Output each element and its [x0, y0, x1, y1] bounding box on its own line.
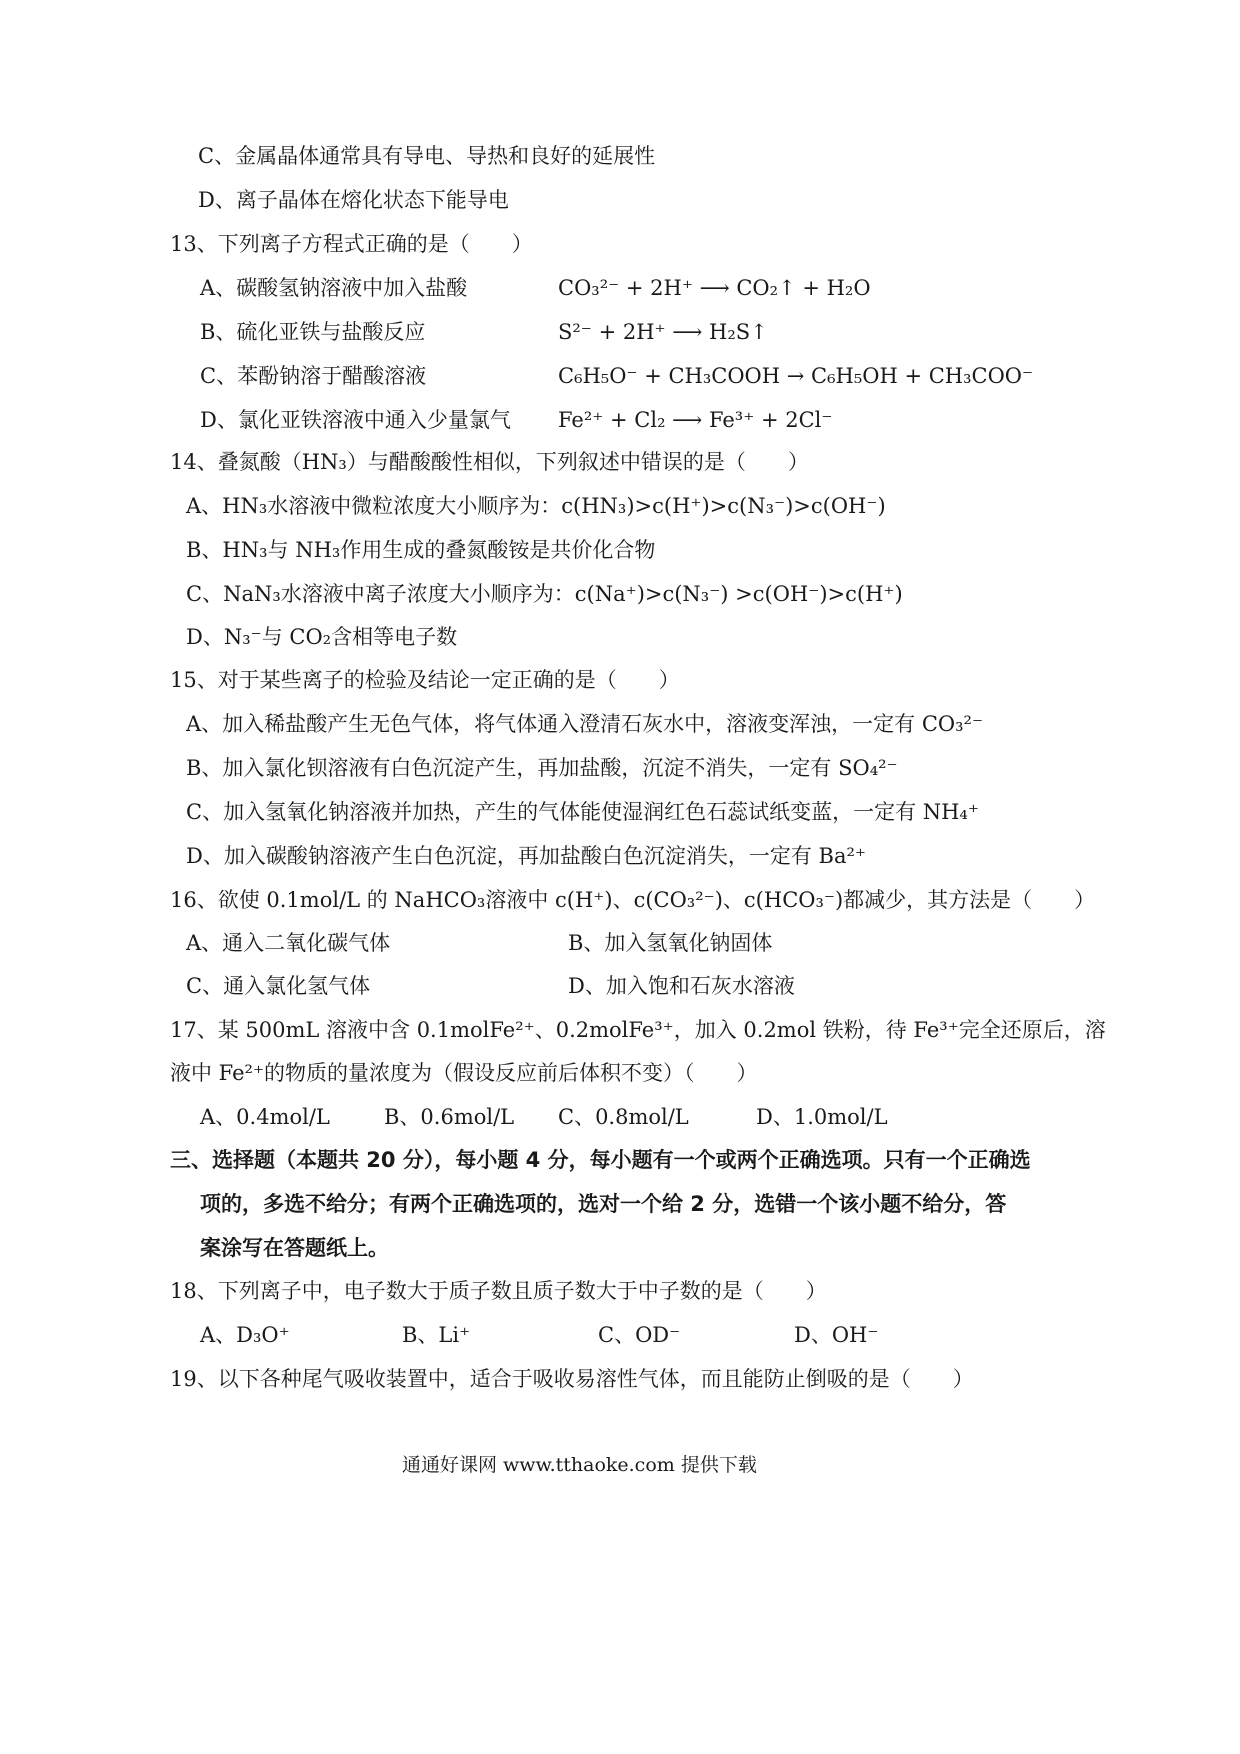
q13-option-a: A、碳酸氢钠溶液中加入盐酸	[200, 276, 468, 300]
page-footer: 通通好课网 www.tthaoke.com 提供下载	[402, 1454, 757, 1476]
q14-stem: 14、叠氮酸（HN₃）与醋酸酸性相似，下列叙述中错误的是（ ）	[170, 450, 809, 474]
q14-option-b: B、HN₃与 NH₃作用生成的叠氮酸铵是共价化合物	[186, 538, 656, 562]
q18-option-a: A、D₃O⁺	[200, 1323, 290, 1347]
section3-heading-line2: 项的，多选不给分；有两个正确选项的，选对一个给 2 分，选错一个该小题不给分，答	[200, 1192, 1007, 1216]
q13-option-b: B、硫化亚铁与盐酸反应	[200, 320, 426, 344]
q13-equation-b: S²⁻ + 2H⁺ ⟶ H₂S↑	[558, 320, 768, 344]
q15-option-a: A、加入稀盐酸产生无色气体，将气体通入澄清石灰水中，溶液变浑浊，一定有 CO₃²⁻	[186, 712, 984, 736]
q13-stem: 13、下列离子方程式正确的是（ ）	[170, 232, 533, 256]
q13-option-d: D、氯化亚铁溶液中通入少量氯气	[200, 408, 511, 432]
q14-option-c: C、NaN₃水溶液中离子浓度大小顺序为：c(Na⁺)>c(N₃⁻) >c(OH⁻)>c(H⁺)	[186, 582, 903, 606]
q17-option-a: A、0.4mol/L	[200, 1105, 330, 1129]
q18-option-c: C、OD⁻	[598, 1323, 681, 1347]
q15-option-b: B、加入氯化钡溶液有白色沉淀产生，再加盐酸，沉淀不消失，一定有 SO₄²⁻	[186, 756, 898, 780]
q13-equation-c: C₆H₅O⁻ + CH₃COOH → C₆H₅OH + CH₃COO⁻	[558, 364, 1034, 388]
q16-option-c: C、通入氯化氢气体	[186, 974, 371, 998]
q17-option-b: B、0.6mol/L	[384, 1105, 515, 1129]
q18-option-d: D、OH⁻	[794, 1323, 879, 1347]
q15-option-d: D、加入碳酸钠溶液产生白色沉淀，再加盐酸白色沉淀消失，一定有 Ba²⁺	[186, 844, 866, 868]
q15-option-c: C、加入氢氧化钠溶液并加热，产生的气体能使湿润红色石蕊试纸变蓝，一定有 NH₄⁺	[186, 800, 979, 824]
q13-option-c: C、苯酚钠溶于醋酸溶液	[200, 364, 427, 388]
q16-option-b: B、加入氢氧化钠固体	[568, 931, 773, 955]
q16-stem: 16、欲使 0.1mol/L 的 NaHCO₃溶液中 c(H⁺)、c(CO₃²⁻)、c(HCO₃⁻)都减少，其方法是（ ）	[170, 888, 1096, 912]
q13-equation-a: CO₃²⁻ + 2H⁺ ⟶ CO₂↑ + H₂O	[558, 276, 871, 300]
section3-heading-line1: 三、选择题（本题共 20 分），每小题 4 分，每小题有一个或两个正确选项。只有一个正确选	[170, 1148, 1031, 1172]
q14-option-a: A、HN₃水溶液中微粒浓度大小顺序为：c(HN₃)>c(H⁺)>c(N₃⁻)>c(OH⁻)	[186, 494, 886, 518]
q15-stem: 15、对于某些离子的检验及结论一定正确的是（ ）	[170, 668, 680, 692]
q16-option-d: D、加入饱和石灰水溶液	[568, 974, 795, 998]
q19-stem: 19、以下各种尾气吸收装置中，适合于吸收易溶性气体，而且能防止倒吸的是（ ）	[170, 1367, 974, 1391]
q18-option-b: B、Li⁺	[402, 1323, 471, 1347]
q17-option-c: C、0.8mol/L	[558, 1105, 689, 1129]
q13-equation-d: Fe²⁺ + Cl₂ ⟶ Fe³⁺ + 2Cl⁻	[558, 408, 833, 432]
q17-stem-line2: 液中 Fe²⁺的物质的量浓度为（假设反应前后体积不变）（ ）	[170, 1061, 758, 1085]
q17-option-d: D、1.0mol/L	[756, 1105, 888, 1129]
q12-option-d: D、离子晶体在熔化状态下能导电	[198, 188, 509, 212]
q16-option-a: A、通入二氧化碳气体	[186, 931, 391, 955]
q18-stem: 18、下列离子中，电子数大于质子数且质子数大于中子数的是（ ）	[170, 1279, 827, 1303]
q17-stem-line1: 17、某 500mL 溶液中含 0.1molFe²⁺、0.2molFe³⁺，加入 0.2mol 铁粉，待 Fe³⁺完全还原后，溶	[170, 1018, 1106, 1042]
q12-option-c: C、金属晶体通常具有导电、导热和良好的延展性	[198, 144, 656, 168]
section3-heading-line3: 案涂写在答题纸上。	[200, 1236, 389, 1260]
q14-option-d: D、N₃⁻与 CO₂含相等电子数	[186, 625, 458, 649]
